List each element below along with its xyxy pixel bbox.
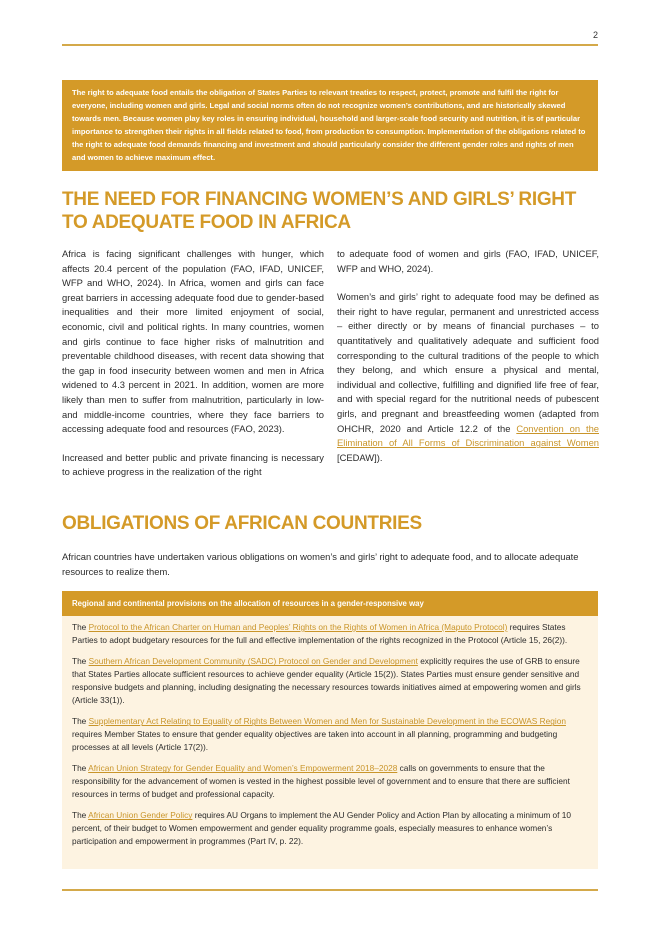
provision-text: requires States Parties to adopt budgetary resources for the full and effective implementation of the rights recognized in the Protocol (Article 15, 26(2)). (72, 622, 568, 645)
provision-prefix: The (72, 810, 89, 821)
maputo-protocol-link[interactable]: Protocol to the African Charter on Human and Peoples’ Rights on the Rights of Women in Africa (Maputo Protocol) (88, 622, 508, 632)
provision-item-maputo (72, 621, 588, 646)
provision-item-au-gender-policy (72, 809, 588, 847)
paragraph-tail: [CEDAW]). (337, 451, 383, 463)
provision-item-ecowas (72, 715, 588, 753)
paragraph: Africa is facing significant challenges with hunger, which affects 20.4 percent of the population (FAO, IFAD, UNICEF, WFP and WHO, 2024). In Africa, women and girls can face great barriers in accessing adequate food due to gender-based inequalities and their more limited enjoyment of social, economic, civil and political rights. In many countries, women and girls continue to face higher risks of malnutrition and preventable childhood diseases, with recent data showing that the gap in food insecurity between women and men in Africa widened to 4.3 percent in 2021. In addition, women are more likely than men to suffer from malnutrition, particularly in low- and middle-income countries, where they face barriers to accessing adequate food and resources (FAO, 2023). (62, 248, 324, 435)
provision-prefix: The (72, 622, 89, 632)
provisions-list (62, 616, 598, 848)
provision-prefix: The (72, 716, 89, 727)
obligations-intro: African countries have undertaken various obligations on women’s and girls’ right to adequate food, and to allocate adequate resources to realize them. (62, 551, 579, 577)
au-gender-policy-link[interactable]: African Union Gender Policy (88, 810, 193, 821)
provision-prefix: The (72, 763, 89, 774)
paragraph (337, 290, 599, 465)
provision-prefix: The (72, 656, 89, 667)
provision-text: requires Member States to ensure that gender equality objectives are taken into account in all planning, programming and budgeting processes at all levels (Article 17(2)). (72, 728, 558, 752)
provision-item-sadc (72, 655, 588, 706)
provision-text: explicitly requires the use of GRB to ensure that States Parties allocate sufficient resources to achieve gender equality (Article 15(2)). States Parties must ensure gender sensitive and responsive budgets and planning, including designating the necessary resources towards initiatives aimed at empowering women and girls (Article 33(1)). (72, 656, 581, 705)
ecowas-act-link[interactable]: Supplementary Act Relating to Equality of Rights Between Women and Men for Sustainable Development in the ECOWAS Region (88, 716, 566, 727)
provisions-box (62, 591, 598, 869)
section-heading-financing-need: THE NEED FOR FINANCING WOMEN’S AND GIRLS’ RIGHT TO ADEQUATE FOOD IN AFRICA (62, 189, 577, 233)
paragraph: to adequate food of women and girls (FAO, IFAD, UNICEF, WFP and WHO, 2024). (337, 248, 599, 274)
page-number: 2 (592, 30, 598, 40)
right-column (337, 247, 599, 479)
intro-callout: The right to adequate food entails the obligation of States Parties to relevant treaties to respect, protect, promote and fulfil the right for everyone, including women and girls. Legal and social norms often do not recognize women’s contributions, and are historically skewed towards men. Because women play key roles in ensuring individual, household and larger-scale food security and nutrition, it is of particular importance to strengthen their rights in all fields related to food, from production to consumption. Implementation of the obligations related to the right to adequate food demands financing and investment and should particularly consider the different gender roles and rights of men and women to achieve maximum effect. (62, 80, 598, 171)
section-heading-obligations: OBLIGATIONS OF AFRICAN COUNTRIES (62, 513, 422, 534)
top-divider (62, 44, 598, 46)
provision-text: requires AU Organs to implement the AU Gender Policy and Action Plan by allocating a minimum of 10 percent, of their budget to Women empowerment and gender equality programme goals, especially measures to enhance women’s participation and empowerment in programmes (Part IV, p. 22). (72, 810, 572, 846)
au-strategy-link[interactable]: African Union Strategy for Gender Equality and Women’s Empowerment 2018–2028 (88, 763, 398, 774)
sadc-protocol-link[interactable]: Southern African Development Community (SADC) Protocol on Gender and Development (88, 656, 418, 667)
provision-item-au-strategy (72, 762, 588, 800)
paragraph-text: Women’s and girls’ right to adequate food may be defined as their right to have regular, permanent and unrestricted access – either directly or by means of financial purchases – to quantitatively and qualitatively adequate and sufficient food corresponding to the cultural traditions of the people to which they belong, and which ensure a physical and mental, individual and collective, fulfilling and dignified life free of fear, and with special regard for the nutritional needs of pubescent girls, and pregnant and breastfeeding women (adapted from OHCHR, 2020 and Article 12.2 of the (337, 291, 599, 434)
provisions-header: Regional and continental provisions on the allocation of resources in a gender-responsive way (62, 591, 598, 616)
paragraph: Increased and better public and private financing is necessary to achieve progress in the realization of the right (62, 451, 324, 478)
cedaw-link[interactable]: Convention on the Elimination of All Forms of Discrimination against Women (337, 422, 599, 449)
bottom-divider (62, 889, 598, 891)
left-column (62, 247, 324, 494)
provision-text: calls on governments to ensure that the responsibility for the advancement of women is vested in the highest possible level of government and to ensure that there are sufficient resources in terms of budget and professional capacity. (72, 763, 570, 799)
